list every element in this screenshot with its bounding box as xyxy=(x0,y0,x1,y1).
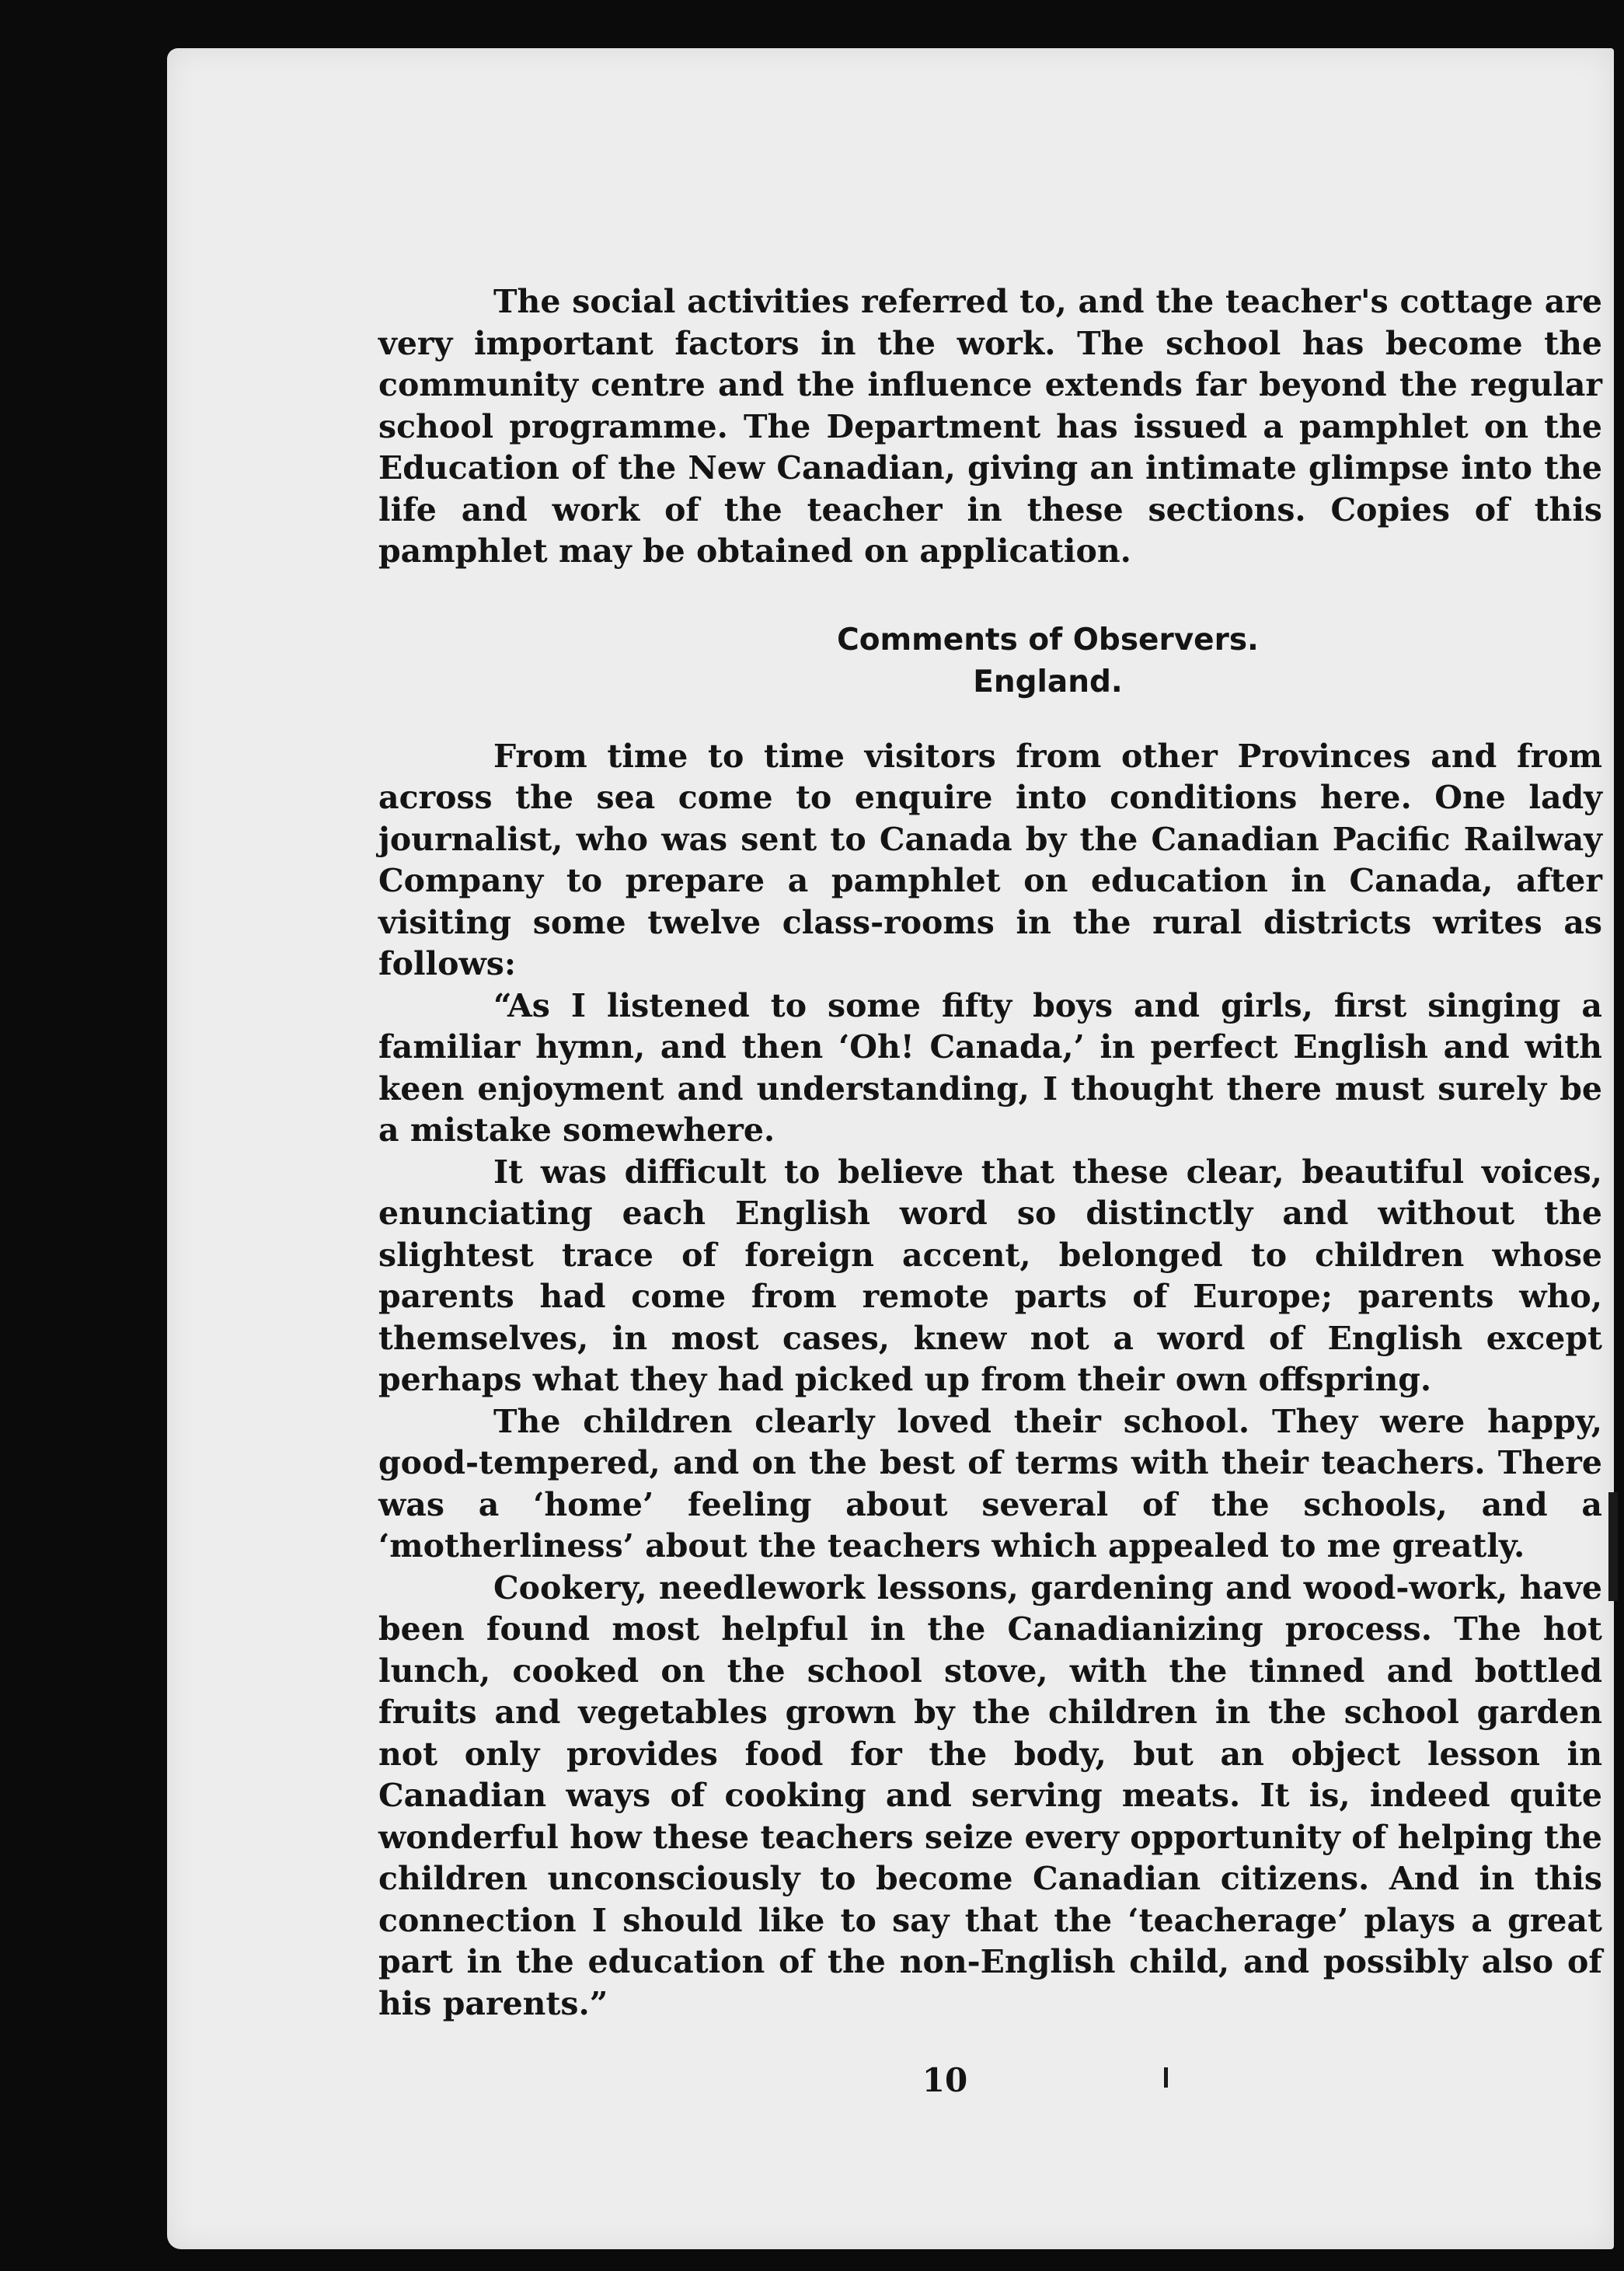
scan-artifact xyxy=(1164,2067,1168,2088)
paragraph-visitors: From time to time visitors from other Provinces and from across the sea come to enquire into conditions here. One lady journalist, who was sent to Canada by the Canadian Pacific Railway Company to prepare a pamphlet on education in Canada, after visiting some twelve class-rooms in the rural districts writes as follows: xyxy=(378,737,1602,982)
spacer xyxy=(378,703,1602,736)
page-text xyxy=(378,281,1602,2025)
paragraph-quote-cookery: Cookery, needlework lessons, gardening and wood-work, have been found most helpful in the Canadianizing process. The hot lunch, cooked on the school stove, with the tinned and bottled fruits and vegetables grown by the children in the school garden not only provides food for the body, but an object lesson in Canadian ways of cooking and serving meats. It is, indeed quite wonderful how these teachers seize every opportunity of helping the children unconsciously to become Canadian citizens. And in this connection I should like to say that the ‘teacherage’ plays a great part in the education of the non-English child, and possibly also of his parents.” xyxy=(378,1568,1602,2022)
paragraph-quote-voices: It was difficult to believe that these clear, beautiful voices, enunciating each English word so distinctly and without the slightest trace of foreign accent, belonged to children whose parents had come from remote parts of Europe; parents who, themselves, in most cases, knew not a word of English except perhaps what they had picked up from their own offspring. xyxy=(378,1153,1602,1398)
page-number: 10 xyxy=(922,2061,968,2099)
paragraph-quote-singing: “As I listened to some fifty boys and girls, first singing a familiar hymn, and then ‘Oh! Canada,’ in perfect English and with keen enjoyment and understanding, I thought there must surely be a mistake somewhere. xyxy=(378,986,1602,1149)
scanned-page xyxy=(167,48,1614,2249)
scan-artifact xyxy=(1608,1492,1618,1601)
paragraph-quote-children: The children clearly loved their school. They were happy, good-tempered, and on the best of terms with their teachers. There was a ‘home’ feeling about several of the schools, and a ‘motherliness’ about the teachers which appealed to me greatly. xyxy=(378,1402,1602,1565)
paragraph-teachers-cottage: The social activities referred to, and the teacher's cottage are very important factors in the work. The school has become the community centre and the influence extends far beyond the regular school programme. The Department has issued a pamphlet on the Education of the New Canadian, giving an intimate glimpse into the life and work of the teacher in these sections. Copies of this pamphlet may be obtained on application. xyxy=(378,283,1602,570)
subsection-heading: England. xyxy=(973,664,1123,699)
section-heading: Comments of Observers. xyxy=(837,622,1259,658)
